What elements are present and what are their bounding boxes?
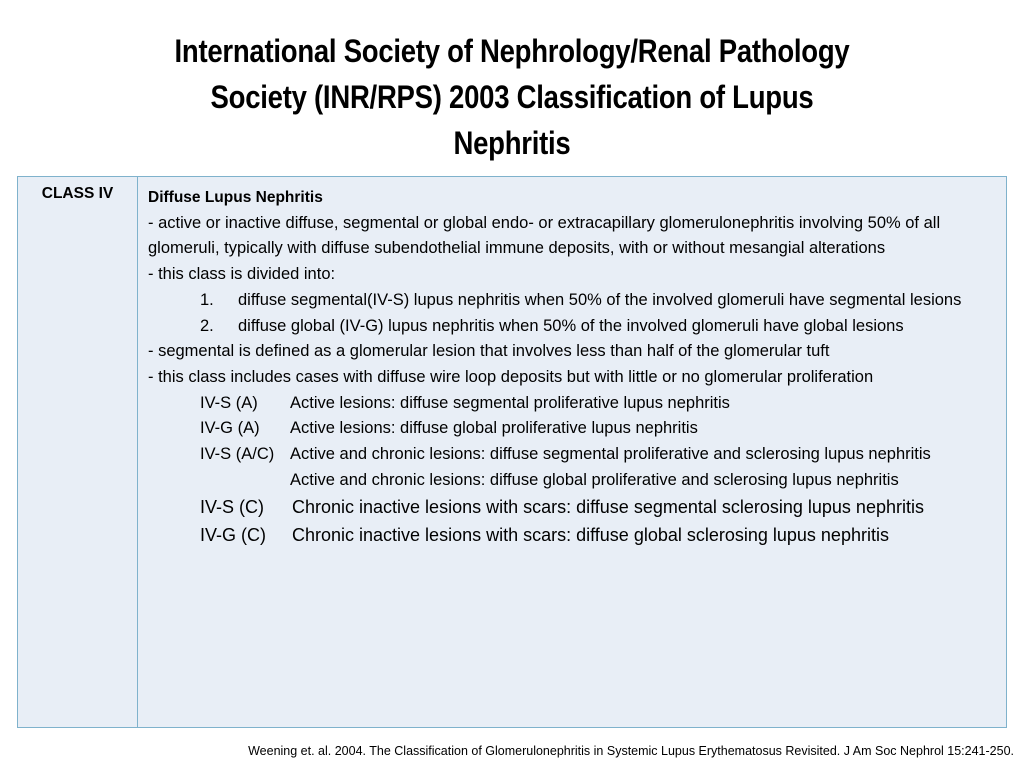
subclass-text: Active and chronic lesions: diffuse global proliferative and sclerosing lupus nephritis bbox=[290, 470, 899, 489]
numbered-item-number: 2. bbox=[200, 316, 214, 335]
subclass-item bbox=[200, 442, 996, 468]
subclass-code: IV-S (A) bbox=[200, 393, 258, 412]
subclass-code: IV-S (C) bbox=[200, 497, 265, 518]
subclass-item bbox=[200, 493, 996, 521]
subclass-code: IV-G (C) bbox=[200, 525, 266, 546]
description-paragraph-1: - active or inactive diffuse, segmental or global endo- or extracapillary glomerulonephritis involving 50% of all glomeruli, typically with diffuse subendothelial immune deposits, with or without mesangial alterations bbox=[148, 213, 941, 258]
subclass-item bbox=[200, 416, 996, 442]
subclass-text: Active lesions: diffuse segmental proliferative lupus nephritis bbox=[290, 393, 730, 412]
citation: Weening et. al. 2004. The Classification of Glomerulonephritis in Systemic Lupus Erythematosus Revisited. J Am Soc Nephrol 15:241-250. bbox=[248, 744, 1014, 758]
numbered-item-number: 1. bbox=[200, 290, 214, 309]
class-label: CLASS IV bbox=[41, 185, 114, 202]
title-line-1: International Society of Nephrology/Renal Pathology bbox=[174, 33, 850, 69]
description-cell bbox=[138, 177, 1006, 727]
subclass-item bbox=[200, 391, 996, 417]
numbered-item bbox=[200, 314, 996, 340]
numbered-item bbox=[200, 288, 996, 314]
subclass-item bbox=[200, 468, 996, 494]
slide-title bbox=[106, 28, 918, 166]
subclass-code bbox=[200, 468, 290, 494]
description-paragraph-4: - this class includes cases with diffuse wire loop deposits but with little or no glomerular proliferation bbox=[148, 367, 874, 386]
numbered-item-text: diffuse segmental(IV-S) lupus nephritis when 50% of the involved glomeruli have segmental lesions bbox=[238, 290, 962, 309]
subclass-text: Chronic inactive lesions with scars: diffuse global sclerosing lupus nephritis bbox=[292, 525, 889, 546]
title-line-2: Society (INR/RPS) 2003 Classification of Lupus bbox=[210, 79, 814, 115]
subclass-code: IV-S (A/C) bbox=[200, 445, 275, 464]
numbered-item-text: diffuse global (IV-G) lupus nephritis when 50% of the involved glomeruli have global lesions bbox=[238, 316, 904, 335]
description-paragraph-2: - this class is divided into: bbox=[148, 265, 336, 284]
title-line-3: Nephritis bbox=[453, 125, 571, 161]
subclass-text: Active lesions: diffuse global proliferative lupus nephritis bbox=[290, 419, 698, 438]
subclass-code: IV-G (A) bbox=[200, 419, 260, 438]
subclass-text: Chronic inactive lesions with scars: diffuse segmental sclerosing lupus nephritis bbox=[292, 497, 924, 518]
subclass-text: Active and chronic lesions: diffuse segmental proliferative and sclerosing lupus nephritis bbox=[290, 445, 931, 464]
description-heading: Diffuse Lupus Nephritis bbox=[148, 189, 323, 206]
subclass-item bbox=[200, 521, 996, 549]
description-paragraph-3: - segmental is defined as a glomerular lesion that involves less than half of the glomerular tuft bbox=[148, 342, 830, 361]
classification-table bbox=[17, 176, 1007, 728]
class-label-cell bbox=[18, 177, 138, 727]
